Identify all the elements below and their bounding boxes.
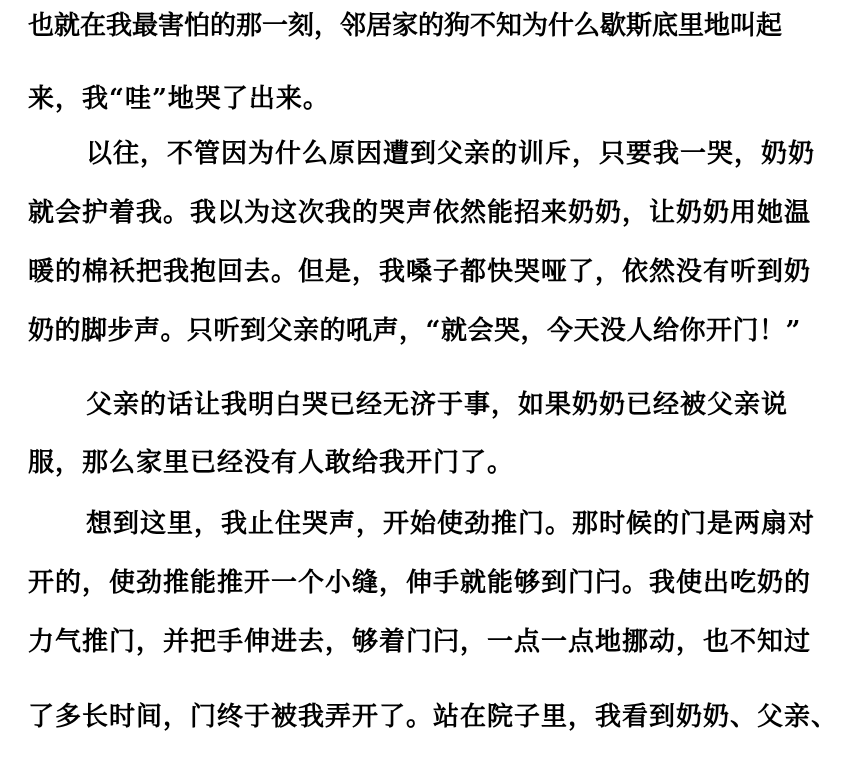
text-line: 来，我“哇”地哭了出来。 <box>28 84 330 114</box>
text-line: 也就在我最害怕的那一刻，邻居家的狗不知为什么歇斯底里地叫起 <box>28 11 783 41</box>
text-line: 了多长时间，门终于被我弄开了。站在院子里，我看到奶奶、父亲、 <box>28 702 839 732</box>
text-line: 以往，不管因为什么原因遭到父亲的训斥，只要我一哭，奶奶 <box>86 139 816 169</box>
text-line: 力气推门，并把手伸进去，够着门闩，一点一点地挪动，也不知过 <box>28 627 812 657</box>
text-line: 暖的棉袄把我抱回去。但是，我嗓子都快哭哑了，依然没有听到奶 <box>28 257 812 287</box>
text-line: 父亲的话让我明白哭已经无济于事，如果奶奶已经被父亲说 <box>86 390 789 420</box>
text-line: 服，那么家里已经没有人敢给我开门了。 <box>28 448 515 478</box>
text-line: 就会护着我。我以为这次我的哭声依然能招来奶奶，让奶奶用她温 <box>28 198 812 228</box>
text-line: 开的，使劲推能推开一个小缝，伸手就能够到门闩。我使出吃奶的 <box>28 568 812 598</box>
text-line: 想到这里，我止住哭声，开始使劲推门。那时候的门是两扇对 <box>86 509 816 539</box>
text-line: 奶的脚步声。只听到父亲的吼声，“就会哭，今天没人给你开门！” <box>28 316 801 346</box>
